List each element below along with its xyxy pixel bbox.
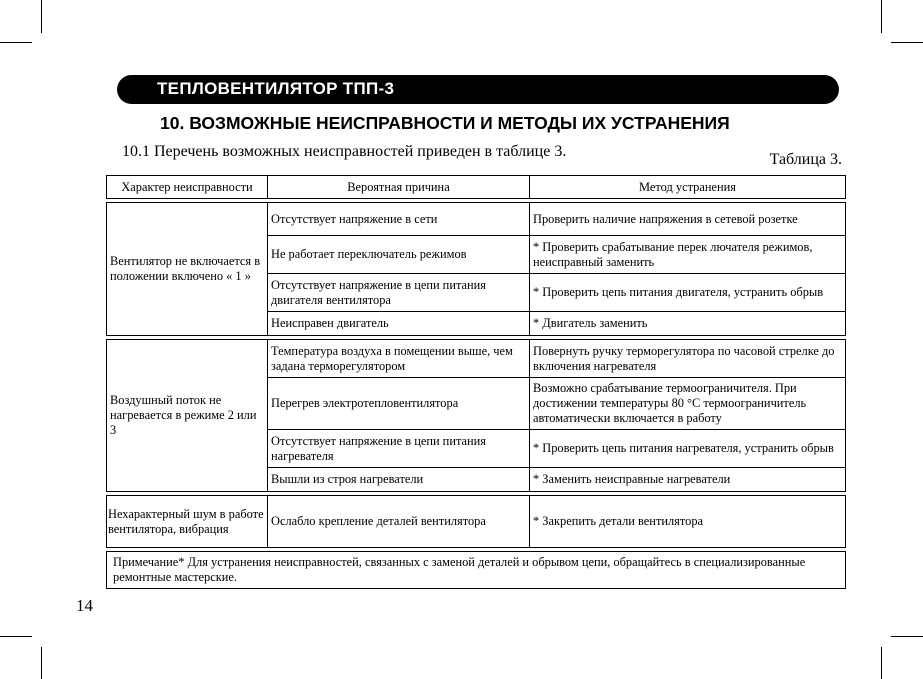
header-banner — [117, 75, 839, 104]
crop-mark — [41, 0, 42, 33]
fault-cell: Воздушный поток не нагревается в режиме 2 или 3 — [107, 340, 268, 492]
remedy-cell: Возможно срабатывание термоограничителя. При достижении температуры 80 °С термоограничитель автоматически включается в работу — [530, 378, 846, 430]
cause-cell: Отсутствует напряжение в цепи питания двигателя вентилятора — [268, 274, 530, 312]
crop-mark — [41, 647, 42, 679]
remedy-cell: * Двигатель заменить — [530, 312, 846, 336]
cause-cell: Вышли из строя нагреватели — [268, 468, 530, 492]
remedy-cell: * Заменить неисправные нагреватели — [530, 468, 846, 492]
header-remedy: Метод устранения — [530, 176, 846, 199]
cause-cell: Не работает переключатель режимов — [268, 236, 530, 274]
crop-mark — [891, 42, 923, 43]
table-label: Таблица 3. — [769, 151, 842, 168]
remedy-cell: * Закрепить детали вентилятора — [530, 496, 846, 548]
cause-cell: Температура воздуха в помещении выше, чем задана терморегулятором — [268, 340, 530, 378]
banner-title: ТЕПЛОВЕНТИЛЯТОР ТПП-3 — [157, 79, 395, 98]
table-note-row — [107, 552, 846, 589]
remedy-cell: * Проверить цепь питания двигателя, устранить обрыв — [530, 274, 846, 312]
crop-mark — [891, 636, 923, 637]
header-fault: Характер неисправности — [107, 176, 268, 199]
table-header-row — [107, 176, 846, 199]
fault-cell: Вентилятор не включается в положении включено « 1 » — [107, 203, 268, 336]
header-cause: Вероятная причина — [268, 176, 530, 199]
crop-mark — [881, 647, 882, 679]
section-title: 10. ВОЗМОЖНЫЕ НЕИСПРАВНОСТИ И МЕТОДЫ ИХ УСТРАНЕНИЯ — [160, 113, 730, 133]
crop-mark — [881, 0, 882, 33]
crop-mark — [0, 636, 32, 637]
page-number: 14 — [76, 596, 93, 615]
remedy-cell: Проверить наличие напряжения в сетевой розетке — [530, 203, 846, 236]
table-row — [107, 203, 846, 236]
remedy-cell: * Проверить срабатывание перек лючателя режимов, неисправный заменить — [530, 236, 846, 274]
cause-cell: Отсутствует напряжение в сети — [268, 203, 530, 236]
cause-cell: Отсутствует напряжение в цепи питания нагревателя — [268, 430, 530, 468]
intro-text: 10.1 Перечень возможных неисправностей приведен в таблице 3. — [122, 143, 567, 160]
cause-cell: Неисправен двигатель — [268, 312, 530, 336]
crop-mark — [0, 42, 32, 43]
cause-cell: Перегрев электротепловентилятора — [268, 378, 530, 430]
cause-cell: Ослабло крепление деталей вентилятора — [268, 496, 530, 548]
table-row — [107, 496, 846, 548]
table-row — [107, 340, 846, 378]
remedy-cell: Повернуть ручку терморегулятора по часовой стрелке до включения нагревателя — [530, 340, 846, 378]
table-note: Примечание* Для устранения неисправностей, связанных с заменой деталей и обрывом цепи, обращайтесь в специализированные ремонтные мастерские. — [107, 552, 846, 589]
remedy-cell: * Проверить цепь питания нагревателя, устранить обрыв — [530, 430, 846, 468]
faults-table — [106, 175, 846, 589]
fault-cell: Нехарактерный шум в работе вентилятора, вибрация — [107, 496, 268, 548]
